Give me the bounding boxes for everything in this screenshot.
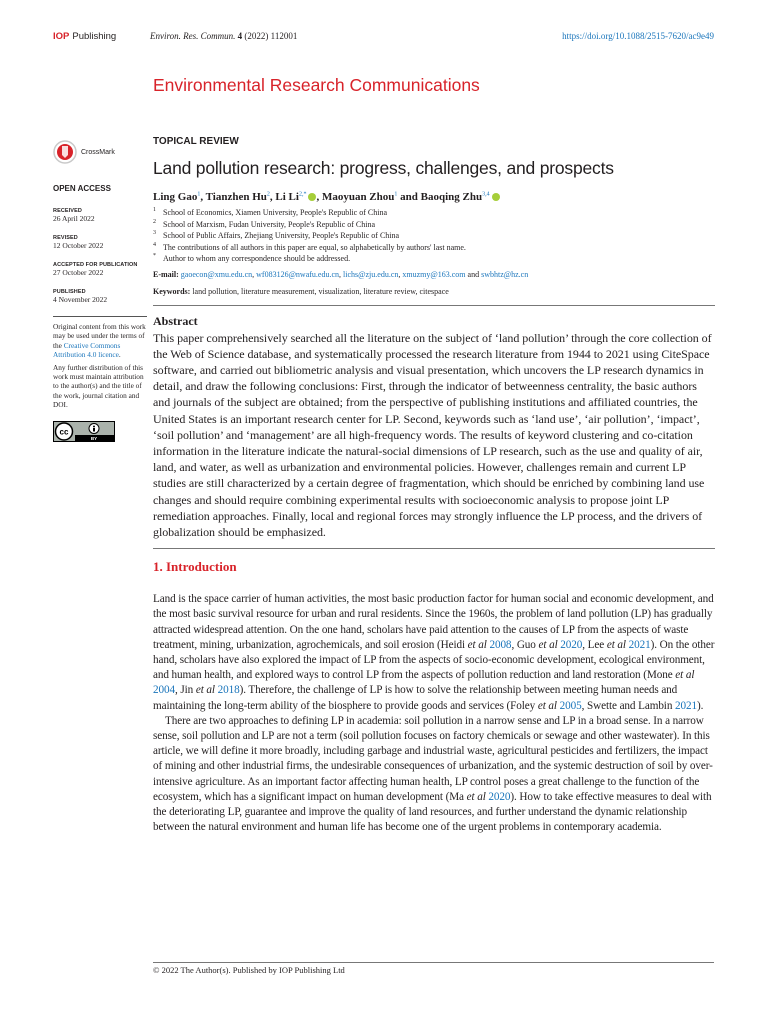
iop-logo-text: Publishing <box>72 31 117 42</box>
affiliation-item <box>153 230 715 242</box>
license-paragraph <box>53 322 147 360</box>
author-affiliation-mark[interactable]: 1 <box>394 191 398 198</box>
revised-label: REVISED <box>53 235 78 241</box>
article-title: Land pollution research: progress, challenges, and prospects <box>153 158 614 178</box>
email-link[interactable]: swbhtz@hz.cn <box>481 269 529 279</box>
journal-title[interactable]: Environmental Research Communications <box>153 75 480 95</box>
keywords-label: Keywords: <box>153 286 191 296</box>
citation-link[interactable]: 2021 <box>675 699 697 712</box>
et-al-text: et al <box>606 638 626 651</box>
email-link[interactable]: wf083126@nwafu.edu.cn <box>256 269 340 279</box>
citation-link[interactable]: 2021 <box>628 638 651 651</box>
email-label: E-mail: <box>153 269 179 279</box>
author-separator: , <box>269 191 276 203</box>
received-label: RECEIVED <box>53 208 82 214</box>
affiliation-text: The contributions of all authors in this paper are equal, so alphabetically by authors' last name. <box>163 242 466 252</box>
abstract-heading: Abstract <box>153 313 198 328</box>
crossmark-badge[interactable] <box>53 140 147 164</box>
cc-by-badge-icon[interactable] <box>53 421 115 442</box>
crossmark-icon <box>53 140 77 164</box>
citation-link[interactable]: 2018 <box>217 684 240 697</box>
email-link[interactable]: lichs@zju.edu.cn <box>343 269 399 279</box>
author-name: Tianzhen Hu <box>205 191 267 203</box>
svg-text:cc: cc <box>59 427 69 437</box>
article-type: TOPICAL REVIEW <box>153 136 239 147</box>
paragraph-text: ). <box>697 699 704 712</box>
author-separator: and <box>397 191 421 203</box>
et-al-text: et al <box>538 638 558 651</box>
abstract-text: This paper comprehensively searched all the literature on the subject of ‘land pollution’ through the core collection of the Web of Science database, and systematically processed the research literature from 1944 to 2021 using CiteSpace software, and carried out bibliometric analysis and visual presentation, which uncovers the LP research dynamics in detail, and draw the following conclusions: First, through the indicator of betweenness centrality, the basic authors and journals of the subject are obtained; from the perspective of publishing institutions and affiliated countries, the United States is an important research center for LP. Second, keywords such as ‘land use’, ‘air pollution’, ‘impact’, ‘soil pollution’ and ‘management’ are all high-frequency words. The results of keyword clustering and co-citation information in the literature indicate the natural-social dimensions of LP research, such as the use and quality of air, land, and water, as well as urbanization and environmental policies. However, challenges remain and current LP studies are still characterized by a certain degree of fragmentation, which should be enriched by combining land use changes and should require combining experimental results with socioeconomic analysis to propose joint LP remediation approaches. Finally, local and regional forces may strongly influence the LP process, and the drivers of globalization should be emphasized. <box>153 330 715 550</box>
introduction-body <box>153 592 715 835</box>
affiliation-item <box>153 219 715 231</box>
journal-abbrev: Environ. Res. Commun. <box>150 31 236 41</box>
license-text-end: . <box>118 350 121 360</box>
et-al-text: et al <box>195 684 215 697</box>
paragraph-text: Land is the space carrier of human activities, the most basic production factor for human social and economic development, and the most basic survival resource for urban and rural residents. Since the 1960s, the problem of land pollution (LP) has gradually attracted widespread attention. On the one hand, scholars have paid attention to the causes of LP from the aspects of waste treatment, mining, urbanization, agrochemicals, and soil erosion (Heidi <box>153 593 714 651</box>
citation-link[interactable]: 2008 <box>489 638 512 651</box>
license-text: Original content from this work may be used under the terms of the <box>53 322 146 350</box>
paragraph-text: There are two approaches to defining LP in academia: soil pollution in a narrow sense and LP in a broad sense. In a narrow sense, soil pollution and LP are not a term (soil pollution focuses on factory chemicals or sewage and other wastewater). In this article, we will define it more broadly, including garbage and industrial waste, agricultural pesticides and fertilizers, the impact of mining and other industrial firms, the undesirable consequences of urbanization, and the systemic destruction of soil by over-intensive agriculture. As an important factor affecting human health, LP control poses a great challenge to the function of the ecosystem, which has a significant impact on human development (Ma <box>153 714 713 803</box>
author-list <box>153 191 715 203</box>
affiliation-mark: * <box>153 253 156 259</box>
cc-badge-text: BY <box>90 435 98 441</box>
citation-link[interactable]: 2005 <box>559 699 582 712</box>
intro-paragraph-1 <box>153 592 715 714</box>
journal-year-page: (2022) 112001 <box>244 31 298 41</box>
et-al-text: et al <box>467 638 487 651</box>
open-access-label: OPEN ACCESS <box>53 184 111 193</box>
copyright-footer: © 2022 The Author(s). Published by IOP Publishing Ltd <box>153 962 714 975</box>
iop-logo-mark: IOP <box>53 31 70 42</box>
affiliation-text: School of Public Affairs, Zhejiang University, People's Republic of China <box>163 231 400 240</box>
citation-link[interactable]: 2004 <box>153 684 175 697</box>
affiliation-mark: 2 <box>153 218 156 225</box>
affiliation-item <box>153 207 715 219</box>
article-main <box>153 136 715 835</box>
paragraph-text: ). On the other hand, scholars have also explored the impact of LP from the aspects of socio-economic development, ecological environment, and human health, and explored ways to control LP from the aspects of pollution reduction and land restoration (Mone <box>153 638 715 682</box>
intro-paragraph-2 <box>153 714 715 836</box>
affiliation-text: Author to whom any correspondence should be addressed. <box>163 254 351 263</box>
affiliation-mark: 4 <box>153 241 156 248</box>
affiliation-mark: 1 <box>153 207 156 213</box>
accepted-label: ACCEPTED FOR PUBLICATION <box>53 262 138 268</box>
journal-volume: 4 <box>237 31 243 41</box>
license-notice <box>53 316 147 410</box>
paragraph-text: , Lee <box>582 638 607 651</box>
affiliation-text: School of Economics, Xiamen University, People's Republic of China <box>163 208 387 217</box>
cc-licence-link[interactable]: Creative Commons Attribution 4.0 licence <box>53 340 121 360</box>
email-link[interactable]: xmuzmy@163.com <box>402 269 466 279</box>
keywords-line <box>153 287 715 306</box>
affiliation-item <box>153 253 715 265</box>
citation-link[interactable]: 2020 <box>560 638 583 651</box>
et-al-text: et al <box>466 790 486 803</box>
doi-link[interactable]: https://doi.org/10.1088/2515-7620/ac9e49 <box>562 31 714 41</box>
author-name: Baoqing Zhu <box>420 191 483 203</box>
email-list: gaoecon@xmu.edu.cn, wf083126@nwafu.edu.cn, lichs@zju.edu.cn, xmuzmy@163.com and swbhtz@hz.cn <box>180 269 529 279</box>
published-date: 4 November 2022 <box>53 295 108 304</box>
author-affiliation-mark[interactable]: 2 <box>266 191 270 198</box>
attribution-paragraph: Any further distribution of this work must maintain attribution to the author(s) and the title of the work, journal citation and DOI. <box>53 362 144 410</box>
iop-publishing-logo[interactable] <box>53 31 116 42</box>
keywords-text: land pollution, literature measurement, visualization, literature review, citespace <box>192 286 449 296</box>
author-name: Li Li <box>275 191 299 203</box>
accepted-date: 27 October 2022 <box>53 268 104 277</box>
author-separator: , <box>200 191 206 203</box>
affiliation-list <box>153 207 715 265</box>
paragraph-text: , Jin <box>174 684 196 697</box>
author-name: Maoyuan Zhou <box>321 191 395 203</box>
email-link[interactable]: gaoecon@xmu.edu.cn <box>180 269 253 279</box>
published-label: PUBLISHED <box>53 289 86 295</box>
et-al-text: et al <box>537 699 557 712</box>
paragraph-text: ). How to take effective measures to deal with the deteriorating LP, guarantee and improve the quality of land resources, and further understand the dynamic relationship between the natural environment and human life has become one of the urgent problems in contemporary academia. <box>153 790 712 834</box>
paragraph-text: , Swette and Lambin <box>581 699 676 712</box>
et-al-text: et al <box>675 669 695 682</box>
section-heading-introduction: 1. Introduction <box>153 559 237 575</box>
received-date: 26 April 2022 <box>53 214 95 223</box>
author-affiliation-mark[interactable]: 1 <box>197 191 201 198</box>
paragraph-text: , Guo <box>511 638 539 651</box>
revised-date: 12 October 2022 <box>53 241 104 250</box>
author-affiliation-mark[interactable]: 3,4 <box>482 191 490 198</box>
author-name: Ling Gao <box>153 191 198 203</box>
running-header <box>53 31 714 45</box>
author-affiliation-mark[interactable]: 2,* <box>298 191 307 198</box>
sidebar <box>53 140 147 447</box>
email-line <box>153 270 715 279</box>
author-separator: , <box>316 191 322 203</box>
citation-link[interactable]: 2020 <box>488 790 511 803</box>
crossmark-label: CrossMark <box>81 148 115 156</box>
orcid-icon[interactable] <box>492 193 500 201</box>
paragraph-text: ). Therefore, the challenge of LP is how to solve the relationship between meeting human needs and maintaining the long-term ability of the biosphere to provide goods and services (Foley <box>153 684 678 712</box>
affiliation-text: School of Marxism, Fudan University, People's Republic of China <box>163 219 376 229</box>
affiliation-mark: 3 <box>153 230 156 236</box>
affiliation-item <box>153 242 715 254</box>
journal-citation <box>150 31 297 41</box>
